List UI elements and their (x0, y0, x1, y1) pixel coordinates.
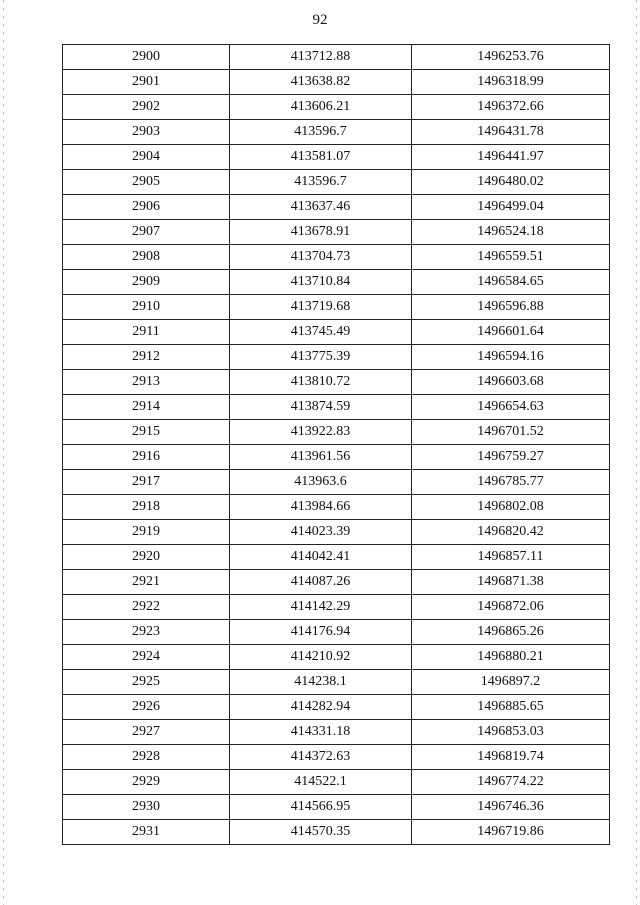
point-number-cell: 2911 (63, 320, 230, 345)
y-coordinate-cell: 1496499.04 (412, 195, 610, 220)
point-number-cell: 2901 (63, 70, 230, 95)
table-row (63, 170, 610, 195)
point-number-cell: 2904 (63, 145, 230, 170)
table-row (63, 745, 610, 770)
x-coordinate-cell: 414522.1 (230, 770, 412, 795)
point-number-cell: 2905 (63, 170, 230, 195)
y-coordinate-cell: 1496865.26 (412, 620, 610, 645)
x-coordinate-cell: 414210.92 (230, 645, 412, 670)
point-number-cell: 2917 (63, 470, 230, 495)
table-row (63, 195, 610, 220)
table-row (63, 320, 610, 345)
table-row (63, 545, 610, 570)
y-coordinate-cell: 1496654.63 (412, 395, 610, 420)
table-row (63, 620, 610, 645)
point-number-cell: 2926 (63, 695, 230, 720)
x-coordinate-cell: 413719.68 (230, 295, 412, 320)
point-number-cell: 2918 (63, 495, 230, 520)
scan-edge-left (3, 0, 4, 905)
y-coordinate-cell: 1496880.21 (412, 645, 610, 670)
x-coordinate-cell: 414238.1 (230, 670, 412, 695)
table-row (63, 395, 610, 420)
table-row (63, 670, 610, 695)
y-coordinate-cell: 1496759.27 (412, 445, 610, 470)
x-coordinate-cell: 413596.7 (230, 120, 412, 145)
y-coordinate-cell: 1496785.77 (412, 470, 610, 495)
x-coordinate-cell: 414331.18 (230, 720, 412, 745)
x-coordinate-cell: 414176.94 (230, 620, 412, 645)
point-number-cell: 2927 (63, 720, 230, 745)
table-body (63, 45, 610, 845)
y-coordinate-cell: 1496253.76 (412, 45, 610, 70)
x-coordinate-cell: 413710.84 (230, 270, 412, 295)
table-row (63, 245, 610, 270)
y-coordinate-cell: 1496480.02 (412, 170, 610, 195)
table-row (63, 295, 610, 320)
x-coordinate-cell: 413678.91 (230, 220, 412, 245)
point-number-cell: 2912 (63, 345, 230, 370)
y-coordinate-cell: 1496774.22 (412, 770, 610, 795)
point-number-cell: 2928 (63, 745, 230, 770)
point-number-cell: 2900 (63, 45, 230, 70)
y-coordinate-cell: 1496885.65 (412, 695, 610, 720)
table-row (63, 495, 610, 520)
x-coordinate-cell: 413961.56 (230, 445, 412, 470)
point-number-cell: 2930 (63, 795, 230, 820)
y-coordinate-cell: 1496584.65 (412, 270, 610, 295)
y-coordinate-cell: 1496802.08 (412, 495, 610, 520)
table-row (63, 95, 610, 120)
table-row (63, 770, 610, 795)
y-coordinate-cell: 1496524.18 (412, 220, 610, 245)
y-coordinate-cell: 1496559.51 (412, 245, 610, 270)
x-coordinate-cell: 413984.66 (230, 495, 412, 520)
table-row (63, 345, 610, 370)
y-coordinate-cell: 1496746.36 (412, 795, 610, 820)
x-coordinate-cell: 414087.26 (230, 570, 412, 595)
table-row (63, 270, 610, 295)
y-coordinate-cell: 1496819.74 (412, 745, 610, 770)
point-number-cell: 2907 (63, 220, 230, 245)
table-row (63, 720, 610, 745)
point-number-cell: 2913 (63, 370, 230, 395)
y-coordinate-cell: 1496857.11 (412, 545, 610, 570)
table-row (63, 120, 610, 145)
point-number-cell: 2924 (63, 645, 230, 670)
point-number-cell: 2923 (63, 620, 230, 645)
point-number-cell: 2916 (63, 445, 230, 470)
x-coordinate-cell: 414566.95 (230, 795, 412, 820)
x-coordinate-cell: 413581.07 (230, 145, 412, 170)
point-number-cell: 2925 (63, 670, 230, 695)
y-coordinate-cell: 1496372.66 (412, 95, 610, 120)
y-coordinate-cell: 1496431.78 (412, 120, 610, 145)
point-number-cell: 2920 (63, 545, 230, 570)
point-number-cell: 2931 (63, 820, 230, 845)
x-coordinate-cell: 413775.39 (230, 345, 412, 370)
y-coordinate-cell: 1496871.38 (412, 570, 610, 595)
x-coordinate-cell: 413712.88 (230, 45, 412, 70)
point-number-cell: 2919 (63, 520, 230, 545)
x-coordinate-cell: 414142.29 (230, 595, 412, 620)
table-row (63, 45, 610, 70)
x-coordinate-cell: 413745.49 (230, 320, 412, 345)
x-coordinate-cell: 413810.72 (230, 370, 412, 395)
page-number: 92 (312, 12, 328, 28)
table-row (63, 795, 610, 820)
y-coordinate-cell: 1496820.42 (412, 520, 610, 545)
scan-edge-right (636, 0, 637, 905)
table-row (63, 370, 610, 395)
table-row (63, 695, 610, 720)
y-coordinate-cell: 1496601.64 (412, 320, 610, 345)
x-coordinate-cell: 413963.6 (230, 470, 412, 495)
y-coordinate-cell: 1496719.86 (412, 820, 610, 845)
x-coordinate-cell: 414023.39 (230, 520, 412, 545)
y-coordinate-cell: 1496872.06 (412, 595, 610, 620)
table-row (63, 145, 610, 170)
point-number-cell: 2929 (63, 770, 230, 795)
x-coordinate-cell: 414372.63 (230, 745, 412, 770)
x-coordinate-cell: 413596.7 (230, 170, 412, 195)
table-row (63, 570, 610, 595)
x-coordinate-cell: 413606.21 (230, 95, 412, 120)
point-number-cell: 2921 (63, 570, 230, 595)
x-coordinate-cell: 413922.83 (230, 420, 412, 445)
point-number-cell: 2908 (63, 245, 230, 270)
table-row (63, 420, 610, 445)
point-number-cell: 2915 (63, 420, 230, 445)
point-number-cell: 2910 (63, 295, 230, 320)
y-coordinate-cell: 1496853.03 (412, 720, 610, 745)
table-row (63, 470, 610, 495)
table-row (63, 520, 610, 545)
point-number-cell: 2922 (63, 595, 230, 620)
point-number-cell: 2903 (63, 120, 230, 145)
point-number-cell: 2914 (63, 395, 230, 420)
y-coordinate-cell: 1496603.68 (412, 370, 610, 395)
table-row (63, 220, 610, 245)
table-row (63, 645, 610, 670)
table-row (63, 445, 610, 470)
y-coordinate-cell: 1496701.52 (412, 420, 610, 445)
x-coordinate-cell: 414570.35 (230, 820, 412, 845)
table-row (63, 820, 610, 845)
x-coordinate-cell: 413637.46 (230, 195, 412, 220)
x-coordinate-cell: 413704.73 (230, 245, 412, 270)
y-coordinate-cell: 1496594.16 (412, 345, 610, 370)
y-coordinate-cell: 1496441.97 (412, 145, 610, 170)
x-coordinate-cell: 413638.82 (230, 70, 412, 95)
x-coordinate-cell: 414282.94 (230, 695, 412, 720)
point-number-cell: 2909 (63, 270, 230, 295)
coordinates-table (62, 44, 610, 845)
x-coordinate-cell: 413874.59 (230, 395, 412, 420)
x-coordinate-cell: 414042.41 (230, 545, 412, 570)
y-coordinate-cell: 1496596.88 (412, 295, 610, 320)
table-row (63, 595, 610, 620)
y-coordinate-cell: 1496897.2 (412, 670, 610, 695)
table-row (63, 70, 610, 95)
point-number-cell: 2902 (63, 95, 230, 120)
y-coordinate-cell: 1496318.99 (412, 70, 610, 95)
point-number-cell: 2906 (63, 195, 230, 220)
